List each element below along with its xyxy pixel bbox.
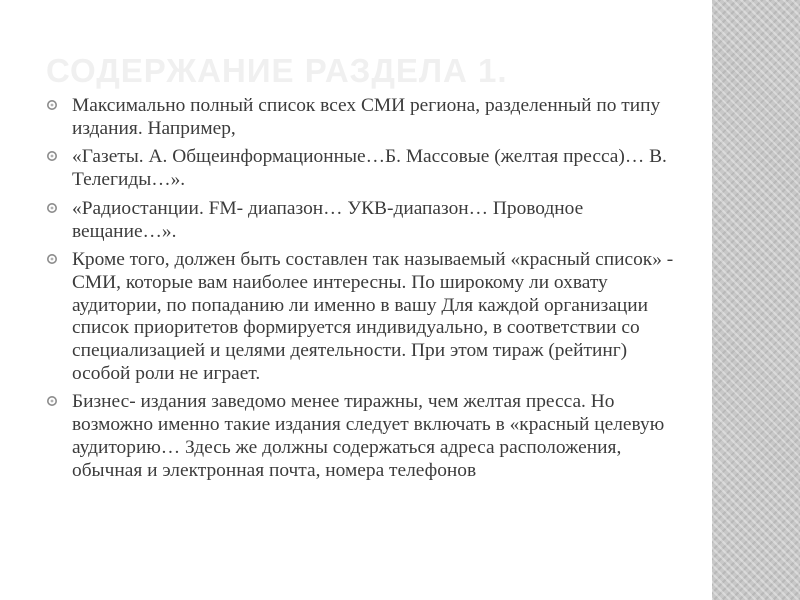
bullet-item: [44, 146, 674, 191]
bullet-item: [44, 391, 674, 482]
bullet-text: Бизнес- издания заведомо менее тиражны, чем желтая пресса. Но возможно именно такие издания следует включать в «красный целевую аудиторию… Здесь же должны содержаться адреса расположения, обычная и электронная почта, номера телефонов: [72, 391, 665, 481]
ring-bullet-icon: [45, 149, 59, 163]
slide-title: СОДЕРЖАНИЕ РАЗДЕЛА 1.: [46, 52, 508, 89]
bullet-text: «Газеты. А. Общеинформационные…Б. Массовые (желтая пресса)… В. Телегиды…».: [72, 146, 667, 191]
ring-bullet-icon: [45, 201, 59, 215]
bullet-list: [44, 95, 674, 488]
bullet-text: Максимально полный список всех СМИ региона, разделенный по типу издания. Например,: [72, 95, 661, 139]
bullet-item: [44, 95, 674, 140]
side-decor-panel: [712, 0, 800, 600]
bullet-text: Кроме того, должен быть составлен так называемый «красный список» - СМИ, которые вам наиболее интересны. По широкому ли охвату аудитории, по попаданию ли именно в вашу Для каждой организации список приоритетов формируется индивидуально, в соответствии со специализацией и целями деятельности. При этом тираж (рейтинг) особой роли не играет.: [72, 249, 674, 384]
ring-bullet-icon: [45, 98, 59, 112]
ring-bullet-icon: [45, 252, 59, 266]
ring-bullet-icon: [45, 394, 59, 408]
bullet-item: [44, 249, 674, 385]
bullet-text: «Радиостанции. FM- диапазон… УКВ-диапазон… Проводное вещание…».: [72, 197, 584, 242]
bullet-item: [44, 198, 674, 243]
